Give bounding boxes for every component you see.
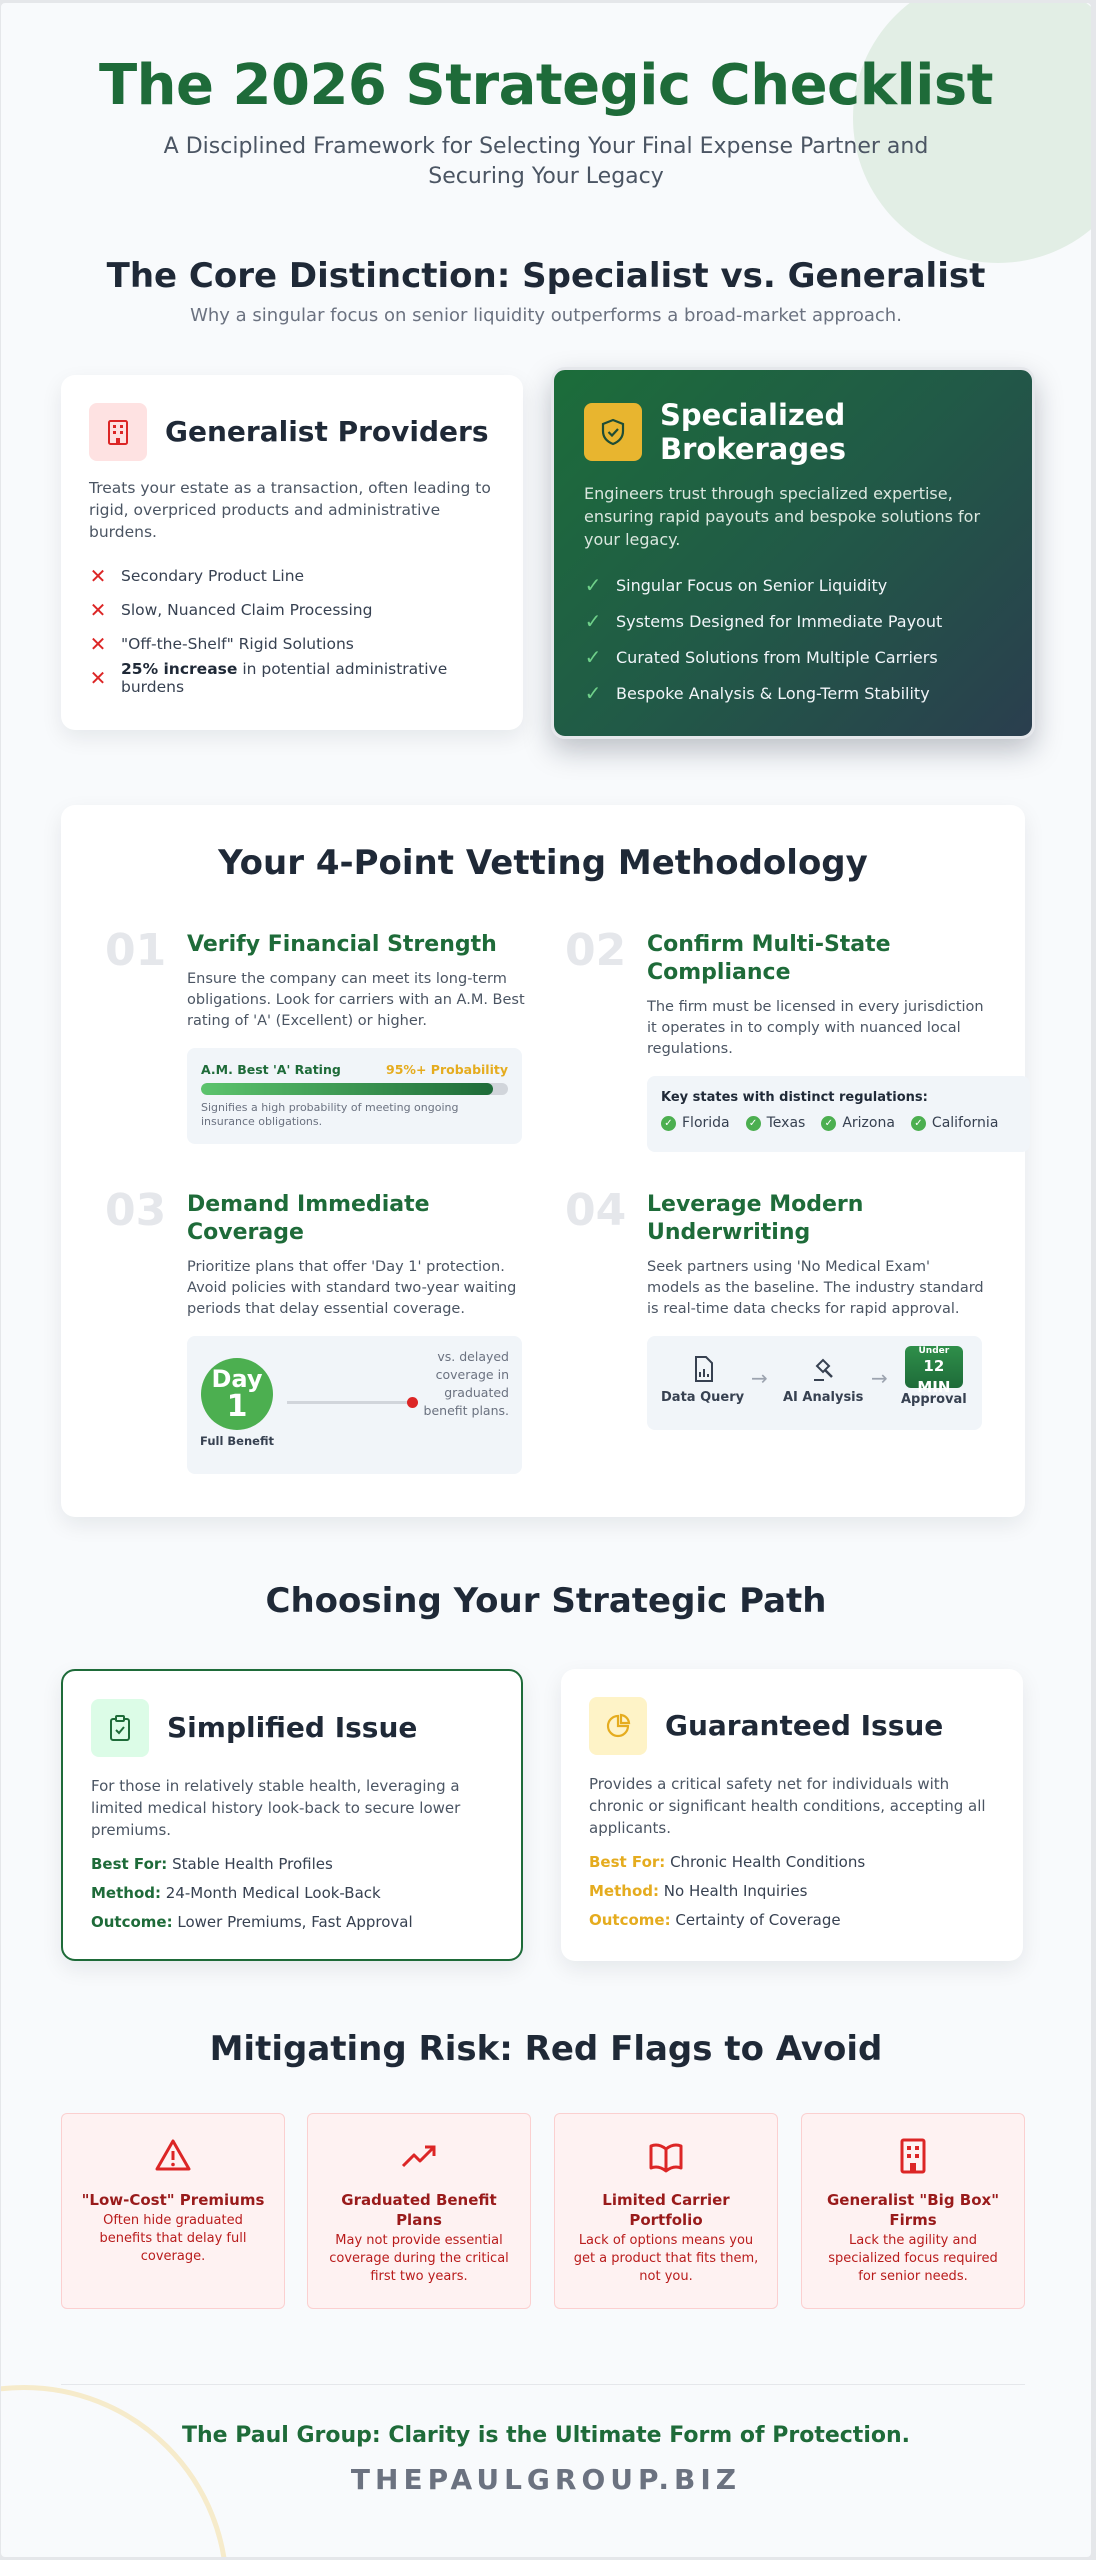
flag-desc: Lack of options means you get a product that fits them, not you. [573,2233,759,2284]
check-icon: ✓ [584,573,602,597]
step-desc: Prioritize plans that offer 'Day 1' protection. Avoid policies with standard two-year waiting periods that delay essential coverage. [187,1259,517,1317]
simplified-details [91,1855,493,1942]
detail-row: Outcome: Certainty of Coverage [589,1911,841,1929]
underwriting-flow [647,1336,982,1430]
day-caption: Full Benefit [200,1434,274,1448]
rating-bar-fill [201,1083,493,1095]
state-item: ✓ Florida [661,1115,730,1131]
specialist-card [551,367,1035,739]
rating-bar-track [201,1083,508,1095]
x-icon: ✕ [89,598,107,622]
guaranteed-title: Guaranteed Issue [665,1709,944,1742]
risk-section-title: Mitigating Risk: Red Flags to Avoid [209,2029,883,2069]
x-icon: ✕ [89,666,107,690]
trending-up-icon [399,2136,439,2176]
step-4 [565,1185,985,1430]
flag-title: Generalist "Big Box" Firms [826,2191,1000,2229]
page-title: The 2026 Strategic Checklist [98,53,993,118]
check-icon: ✓ [584,645,602,669]
simplified-desc: For those in relatively stable health, leveraging a limited medical history look-back to secure lower premiums. [91,1777,461,1839]
check-circle-icon: ✓ [746,1116,761,1131]
office-building-icon [893,2136,933,2176]
day-one-visual [187,1336,522,1474]
list-item: ✕ Secondary Product Line [89,564,305,588]
timeline-line [287,1401,411,1404]
day-one-badge: Day 1 [201,1358,273,1430]
step-title: Verify Financial Strength [187,932,497,957]
arrow-right-icon: → [751,1366,768,1390]
detail-row: Method: 24-Month Medical Look-Back [91,1884,381,1902]
guaranteed-issue-card [561,1669,1023,1961]
infographic-page [1,3,1091,2557]
check-circle-icon: ✓ [821,1116,836,1131]
day-note: vs. delayed coverage in graduated benefit plans. [423,1349,509,1418]
generalist-card [61,375,523,730]
list-item: ✓ Bespoke Analysis & Long-Term Stability [584,681,930,705]
states-box [647,1076,1030,1152]
core-section-title: The Core Distinction: Specialist vs. Generalist [106,256,986,296]
step-title: Demand Immediate Coverage [187,1192,430,1245]
red-flag-card [61,2113,285,2309]
step-desc: The firm must be licensed in every jurisdiction it operates in to comply with nuanced local regulations. [647,999,984,1057]
specialist-desc: Engineers trust through specialized expertise, ensuring rapid payouts and bespoke solutions for your legacy. [584,484,981,549]
list-item: ✓ Singular Focus on Senior Liquidity [584,573,888,597]
step-title: Leverage Modern Underwriting [647,1192,864,1245]
page-subtitle: A Disciplined Framework for Selecting Your Final Expense Partner and Securing Your Legacy [163,134,929,189]
check-circle-icon: ✓ [661,1116,676,1131]
step-number: 03 [105,1185,167,1236]
methodology-title: Your 4-Point Vetting Methodology [218,843,868,883]
building-icon [89,403,147,461]
check-circle-icon: ✓ [911,1116,926,1131]
step-title: Confirm Multi-State Compliance [647,932,891,985]
x-icon: ✕ [89,632,107,656]
methodology-panel [61,805,1025,1517]
path-section-title: Choosing Your Strategic Path [265,1581,827,1621]
flow-step-ai-analysis: AI Analysis [783,1354,863,1405]
shield-check-icon [584,403,642,461]
detail-row: Best For: Chronic Health Conditions [589,1853,866,1871]
step-desc: Seek partners using 'No Medical Exam' models as the baseline. The industry standard is real-time data checks for rapid approval. [647,1259,984,1317]
specialist-list [584,567,1002,711]
list-item: ✓ Systems Designed for Immediate Payout [584,609,943,633]
flow-step-approval: Under 12 MIN Approval [901,1346,967,1407]
flag-desc: May not provide essential coverage during the critical first two years. [329,2233,509,2284]
rating-meter [187,1048,522,1144]
footer-divider [61,2384,1025,2385]
check-icon: ✓ [584,681,602,705]
flag-desc: Often hide graduated benefits that delay full coverage. [99,2213,247,2264]
list-item: ✕ "Off-the-Shelf" Rigid Solutions [89,632,354,656]
step-number: 02 [565,925,627,976]
generalist-desc: Treats your estate as a transaction, often leading to rigid, overpriced products and administrative burdens. [89,479,491,541]
check-icon: ✓ [584,609,602,633]
generalist-list [89,559,495,695]
state-item: ✓ Arizona [821,1115,895,1131]
red-flag-card [554,2113,778,2309]
state-item: ✓ Texas [746,1115,806,1131]
list-item: ✕ Slow, Nuanced Claim Processing [89,598,373,622]
states-label: Key states with distinct regulations: [661,1090,928,1105]
header [1,53,1091,192]
flag-title: "Low-Cost" Premiums [81,2191,265,2209]
state-item: ✓ California [911,1115,998,1131]
step-number: 01 [105,925,167,976]
red-flag-card [801,2113,1025,2309]
simplified-issue-card [61,1669,523,1961]
footer-url[interactable]: THEPAULGROUP.BIZ [350,2463,742,2496]
step-1 [105,925,525,1144]
step-number: 04 [565,1185,627,1236]
guaranteed-desc: Provides a critical safety net for individuals with chronic or significant health conditions, accepting all applicants. [589,1775,986,1837]
gavel-icon [809,1354,837,1384]
list-item: ✓ Curated Solutions from Multiple Carriers [584,645,938,669]
flag-title: Limited Carrier Portfolio [602,2191,730,2229]
rating-note: Signifies a high probability of meeting ongoing insurance obligations. [201,1101,459,1128]
step-3 [105,1185,525,1474]
guaranteed-details [589,1853,995,1940]
rating-label: A.M. Best 'A' Rating [201,1062,341,1077]
red-flag-card [307,2113,531,2309]
pie-chart-icon [589,1697,647,1755]
step-desc: Ensure the company can meet its long-term obligations. Look for carriers with an A.M. Best rating of 'A' (Excellent) or higher. [187,971,525,1029]
simplified-title: Simplified Issue [167,1711,418,1744]
flow-step-data-query: Data Query [661,1354,744,1405]
rating-probability: 95%+ Probability [386,1062,508,1077]
twelve-minute-badge: Under 12 MIN [905,1346,963,1388]
book-open-icon [646,2136,686,2176]
x-icon: ✕ [89,564,107,588]
footer-tagline: The Paul Group: Clarity is the Ultimate Form of Protection. [182,2423,910,2448]
core-section-subtitle: Why a singular focus on senior liquidity outperforms a broad-market approach. [190,305,902,326]
specialist-title: Specialized Brokerages [660,398,847,466]
flag-title: Graduated Benefit Plans [341,2191,497,2229]
detail-row: Outcome: Lower Premiums, Fast Approval [91,1913,413,1931]
generalist-title: Generalist Providers [165,415,489,448]
detail-row: Best For: Stable Health Profiles [91,1855,333,1873]
detail-row: Method: No Health Inquiries [589,1882,808,1900]
flag-desc: Lack the agility and specialized focus required for senior needs. [828,2233,998,2284]
clipboard-check-icon [91,1699,149,1757]
arrow-right-icon: → [871,1366,888,1390]
warning-icon [153,2136,193,2176]
list-item: ✕ 25% increase in potential administrative burdens [89,660,448,696]
step-2 [565,925,999,1152]
document-chart-icon [689,1354,717,1384]
